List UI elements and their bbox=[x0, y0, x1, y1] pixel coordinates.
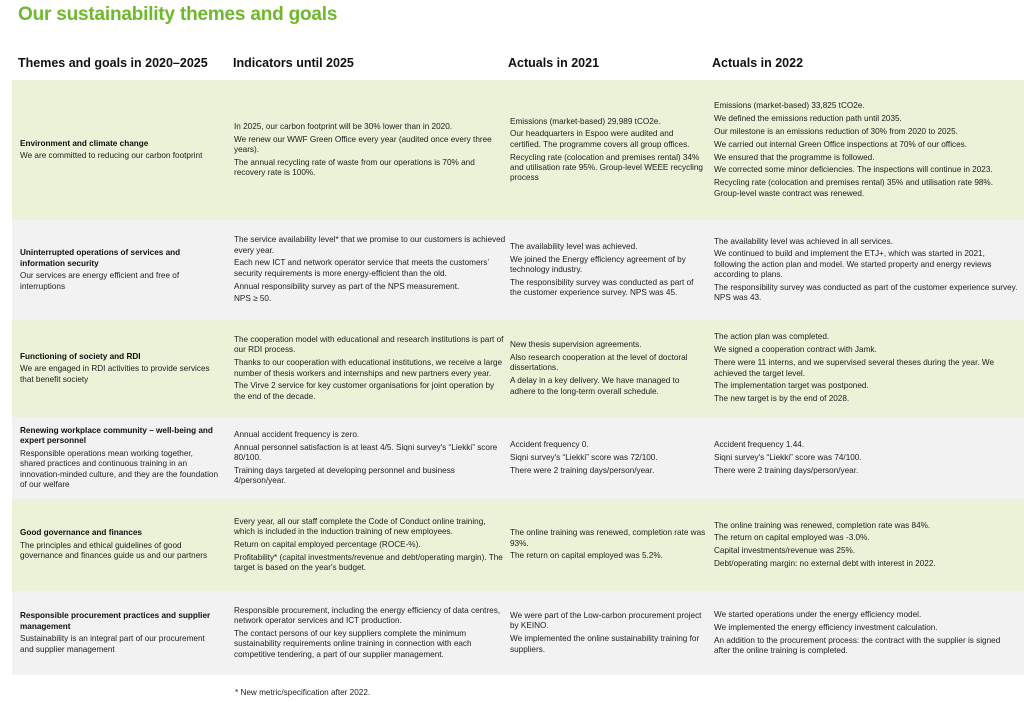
actual-2022-item: An addition to the procurement process: the contract with the supplier is signed after the online training is completed. bbox=[714, 635, 1001, 655]
actual-2021-item: New thesis supervision agreements. bbox=[510, 340, 642, 350]
actuals-2022-cell bbox=[714, 320, 1018, 417]
table-row bbox=[12, 220, 1024, 320]
actual-2021-item: Our headquarters in Espoo were audited and certified. The programme covers all group offices. bbox=[510, 129, 690, 149]
indicator-item: In 2025, our carbon footprint will be 30% lower than in 2020. bbox=[234, 121, 453, 131]
indicators-cell bbox=[234, 499, 506, 591]
actuals-2021-cell bbox=[510, 417, 706, 499]
indicator-item: Every year, all our staff complete the Code of Conduct online training, which is included in the induction training of new employees. bbox=[234, 516, 486, 536]
actual-2022-item: Debt/operating margin: no external debt with interest in 2022. bbox=[714, 559, 936, 569]
theme-description: Our services are energy efficient and free of interruptions bbox=[20, 271, 180, 291]
actual-2022-item: The responsibility survey was conducted as part of the customer experience survey. NPS was 43. bbox=[714, 282, 1018, 303]
indicators-cell bbox=[234, 320, 506, 417]
table-row bbox=[12, 417, 1024, 499]
theme-description: We are engaged in RDI activities to provide services that benefit society bbox=[20, 364, 210, 384]
indicator-item: Thanks to our cooperation with educational institutions, we receive a large number of thesis workers and internships and new partners every year. bbox=[234, 358, 503, 378]
actual-2022-item: We corrected some minor deficiencies. The inspections will continue in 2023. bbox=[714, 165, 993, 175]
indicators-cell bbox=[234, 591, 506, 675]
indicator-item: NPS ≥ 50. bbox=[234, 294, 272, 304]
actual-2022-item: We signed a cooperation contract with Jamk. bbox=[714, 345, 877, 355]
theme-description: Sustainability is an integral part of our procurement and supplier management bbox=[20, 634, 205, 654]
indicators-cell bbox=[234, 220, 506, 320]
actuals-2022-cell bbox=[714, 220, 1018, 320]
table-row bbox=[12, 591, 1024, 675]
actual-2021-item: Emissions (market-based) 29,989 tCO2e. bbox=[510, 116, 661, 126]
actuals-2022-cell bbox=[714, 499, 1018, 591]
indicator-item: Annual personnel satisfaction is at least 4/5. Siqni survey's “Liekki” score 80/100. bbox=[234, 442, 498, 462]
indicator-item: Responsible procurement, including the energy efficiency of data centres, network operator services and ICT production. bbox=[234, 605, 501, 626]
themes-table bbox=[12, 80, 1024, 675]
column-header-themes: Themes and goals in 2020–2025 bbox=[18, 56, 208, 70]
theme-description: The principles and ethical guidelines of good governance and finances guide us and our partners bbox=[20, 540, 208, 561]
actual-2021-item: The return on capital employed was 5.2%. bbox=[510, 551, 663, 561]
indicator-item: The service availability level* that we promise to our customers is achieved every year. bbox=[234, 235, 506, 255]
theme-cell bbox=[20, 417, 218, 499]
actual-2022-item: Capital investments/revenue was 25%. bbox=[714, 546, 856, 556]
actuals-2021-cell bbox=[510, 499, 706, 591]
actual-2022-item: There were 2 training days/person/year. bbox=[714, 465, 859, 475]
indicator-item: The annual recycling rate of waste from our operations is 70% and recovery rate is 100%. bbox=[234, 157, 475, 178]
actual-2022-item: We ensured that the programme is followed. bbox=[714, 152, 875, 162]
actual-2021-item: Recycling rate (colocation and premises rental) 34% and utilisation rate 95%. Group-level WEEE recycling process bbox=[510, 152, 703, 183]
actual-2021-item: We implemented the online sustainability training for suppliers. bbox=[510, 634, 700, 654]
actual-2021-item: The availability level was achieved. bbox=[510, 241, 638, 251]
indicator-item: Annual responsibility survey as part of the NPS measurement. bbox=[234, 281, 460, 291]
actuals-2022-cell bbox=[714, 417, 1018, 499]
actual-2022-item: Recycling rate (colocation and premises rental) 35% and utilisation rate 98%. Group-level waste contract was renewed. bbox=[714, 178, 993, 198]
actual-2021-item: Also research cooperation at the level of doctoral dissertations. bbox=[510, 353, 688, 373]
actual-2022-item: The action plan was completed. bbox=[714, 332, 830, 342]
actuals-2021-cell bbox=[510, 80, 706, 220]
indicator-item: Training days targeted at developing personnel and business 4/person/year. bbox=[234, 465, 455, 486]
table-header bbox=[0, 56, 1024, 74]
theme-title: Functioning of society and RDI bbox=[20, 351, 141, 361]
actual-2021-item: The online training was renewed, completion rate was 93%. bbox=[510, 528, 706, 548]
indicator-item: We renew our WWF Green Office every year (audited once every three years). bbox=[234, 134, 492, 154]
actual-2022-item: Siqni survey's “Liekki” score was 74/100. bbox=[714, 452, 862, 462]
indicators-cell bbox=[234, 417, 506, 499]
theme-title: Renewing workplace community – well-being and expert personnel bbox=[20, 425, 213, 445]
actual-2022-item: The new target is by the end of 2028. bbox=[714, 394, 850, 404]
indicator-item: Profitability* (capital investments/revenue and debt/operating margin). The target is based on the year's budget. bbox=[234, 552, 503, 573]
column-header-actuals-2021: Actuals in 2021 bbox=[508, 56, 600, 70]
indicator-item: The contact persons of our key suppliers complete the minimum sustainability requirements online training in connection with each competitive tendering, a part of our supplier management. bbox=[234, 629, 472, 659]
theme-description: We are committed to reducing our carbon footprint bbox=[20, 151, 203, 160]
page-title: Our sustainability themes and goals bbox=[18, 4, 338, 25]
theme-description: Responsible operations mean working together, shared practices and continuous training in an innovation-minded culture, and they are the foundation of our welfare bbox=[20, 448, 218, 489]
actual-2022-item: We defined the emissions reduction path until 2035. bbox=[714, 113, 902, 123]
theme-title: Uninterrupted operations of services and information security bbox=[20, 248, 181, 268]
indicator-item: Each new ICT and network operator service that meets the customers’ security requirements is more energy-efficient than the old. bbox=[234, 258, 489, 278]
theme-title: Environment and climate change bbox=[20, 138, 149, 148]
actual-2022-item: Emissions (market-based) 33,825 tCO2e. bbox=[714, 101, 865, 111]
actual-2021-item: We were part of the Low-carbon procurement project by KEINO. bbox=[510, 611, 702, 631]
actual-2022-item: There were 11 interns, and we supervised several theses during the year. We achieved the target level. bbox=[714, 358, 995, 378]
theme-title: Good governance and finances bbox=[20, 528, 142, 538]
actual-2021-item: The responsibility survey was conducted as part of the customer experience survey. NPS was 45. bbox=[510, 277, 694, 298]
actual-2021-item: We joined the Energy efficiency agreement of by technology industry. bbox=[510, 254, 686, 274]
actual-2022-item: The availability level was achieved in all services. bbox=[714, 236, 893, 246]
actual-2022-item: The return on capital employed was -3.0%. bbox=[714, 533, 870, 543]
theme-cell bbox=[20, 220, 218, 320]
actual-2022-item: Accident frequency 1.44. bbox=[714, 439, 805, 449]
table-row bbox=[12, 80, 1024, 220]
actuals-2021-cell bbox=[510, 591, 706, 675]
theme-cell bbox=[20, 499, 218, 591]
actual-2022-item: The implementation target was postponed. bbox=[714, 381, 869, 391]
indicator-item: The Virve 2 service for key customer organisations for joint operation by the end of the decade. bbox=[234, 381, 495, 401]
column-header-actuals-2022: Actuals in 2022 bbox=[712, 56, 804, 70]
actual-2021-item: There were 2 training days/person/year. bbox=[510, 465, 655, 475]
actual-2021-item: Siqni survey's “Liekki” score was 72/100. bbox=[510, 452, 658, 462]
indicators-cell bbox=[234, 80, 506, 220]
actual-2021-item: Accident frequency 0. bbox=[510, 439, 589, 449]
table-row bbox=[12, 499, 1024, 591]
actual-2021-item: A delay in a key delivery. We have managed to adhere to the long-term overall schedule. bbox=[510, 376, 680, 396]
actual-2022-item: We started operations under the energy efficiency model. bbox=[714, 609, 922, 619]
theme-cell bbox=[20, 80, 218, 220]
actuals-2021-cell bbox=[510, 220, 706, 320]
theme-title: Responsible procurement practices and supplier management bbox=[20, 611, 211, 631]
theme-cell bbox=[20, 591, 218, 675]
theme-cell bbox=[20, 320, 218, 417]
column-header-indicators: Indicators until 2025 bbox=[233, 56, 354, 70]
table-row bbox=[12, 320, 1024, 417]
indicator-item: The cooperation model with educational and research institutions is part of our RDI process. bbox=[234, 335, 504, 355]
actuals-2022-cell bbox=[714, 591, 1018, 675]
indicator-item: Return on capital employed percentage (ROCE-%). bbox=[234, 539, 421, 549]
indicator-item: Annual accident frequency is zero. bbox=[234, 429, 360, 439]
actual-2022-item: We continued to build and implement the ETJ+, which was started in 2021, following the action plan and model. We started property and energy reviews according to plans. bbox=[714, 249, 992, 279]
actual-2022-item: We implemented the energy efficiency investment calculation. bbox=[714, 622, 938, 632]
actuals-2021-cell bbox=[510, 320, 706, 417]
actuals-2022-cell bbox=[714, 80, 1018, 220]
actual-2022-item: We carried out internal Green Office inspections at 70% of our offices. bbox=[714, 139, 968, 149]
actual-2022-item: The online training was renewed, completion rate was 84%. bbox=[714, 520, 931, 530]
footnote: * New metric/specification after 2022. bbox=[235, 688, 371, 697]
actual-2022-item: Our milestone is an emissions reduction of 30% from 2020 to 2025. bbox=[714, 126, 958, 136]
